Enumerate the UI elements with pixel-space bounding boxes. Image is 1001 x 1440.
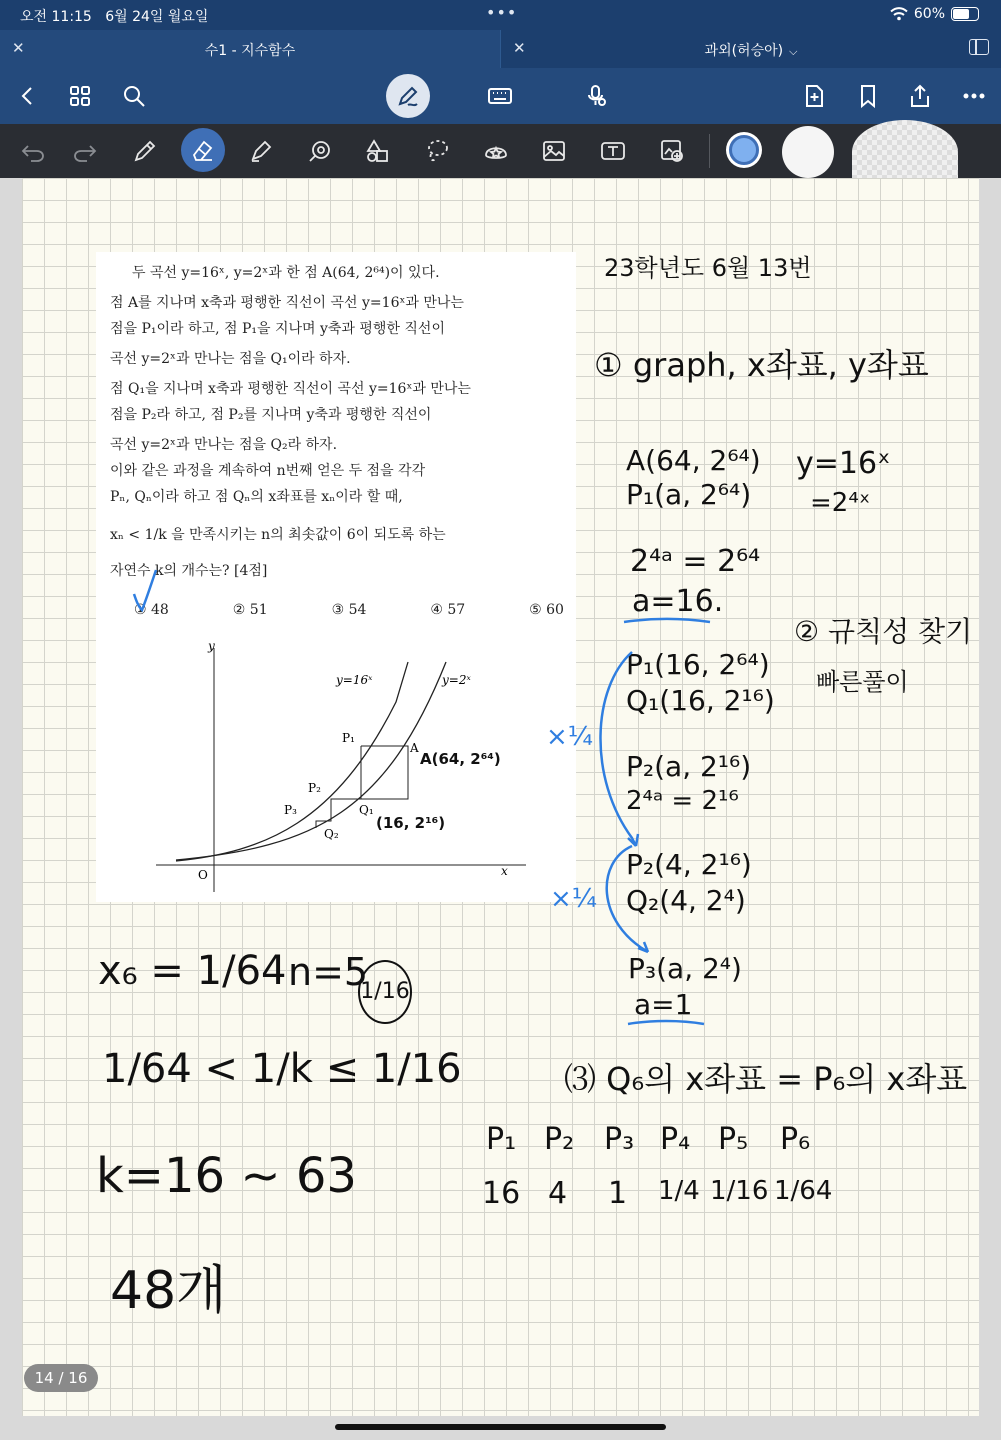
chevron-down-icon: ⌵ — [789, 45, 798, 58]
problem-line: 점을 P₂라 하고, 점 P₂를 지나며 y축과 평행한 직선이 — [110, 407, 432, 423]
handwritten-q1-coords: (16, 2¹⁶) — [376, 814, 446, 832]
wifi-icon — [890, 7, 908, 21]
underline-stroke — [626, 1018, 706, 1030]
stroke-width-swatch[interactable] — [782, 126, 834, 178]
shapes-icon[interactable] — [303, 134, 337, 168]
text-icon[interactable] — [596, 134, 630, 168]
arrow-stroke — [592, 842, 662, 962]
tab-document-1[interactable] — [0, 30, 500, 68]
table-value: 16 — [482, 1176, 521, 1211]
graph-origin-label: O — [198, 868, 208, 882]
graph-point-label: Q₁ — [359, 803, 374, 817]
x6-equation: x₆ = 1/64 — [98, 948, 287, 994]
table-value: 4 — [548, 1176, 568, 1211]
inequality: 1/64 < 1/k ≤ 1/16 — [102, 1046, 462, 1092]
graph-y-label: y — [208, 642, 215, 653]
multitask-dots[interactable]: ••• — [486, 3, 518, 22]
step2-heading: ② 규칙성 찾기 — [794, 615, 973, 648]
handwritten-a-coords: A(64, 2⁶⁴) — [420, 750, 501, 768]
battery-icon — [951, 7, 979, 21]
step1-heading: ① graph, x좌표, y좌표 — [594, 346, 929, 384]
problem-line: 점 A를 지나며 x축과 평행한 직선이 곡선 y=16ˣ과 만나는 — [110, 295, 464, 311]
choice-1: ① 48 — [134, 602, 169, 618]
table-value: 1/64 — [774, 1176, 833, 1206]
redo-icon[interactable] — [68, 134, 102, 168]
problem-line: 곡선 y=2ˣ과 만나는 점을 Q₂라 하자. — [110, 437, 338, 453]
equation-y16: y=16ˣ — [796, 446, 891, 481]
arrow-stroke — [592, 648, 662, 858]
status-bar — [0, 0, 1001, 30]
toolbar-separator — [709, 134, 710, 168]
graph-point-label: P₃ — [284, 803, 297, 817]
battery-percent: 60% — [913, 6, 945, 22]
navigation-bar — [0, 68, 1001, 124]
search-icon[interactable] — [116, 78, 152, 114]
graph-curve1-label: y=16ˣ — [336, 673, 373, 687]
n5-value: 1/16 — [358, 960, 412, 1024]
graph-x-label: x — [501, 864, 508, 878]
table-head: P₃ — [604, 1122, 635, 1157]
choice-5: ⑤ 60 — [529, 602, 564, 618]
graph-point-label: Q₂ — [324, 827, 339, 841]
page-counter[interactable]: 14 / 16 — [24, 1364, 98, 1392]
tab-bar — [0, 30, 1001, 68]
choice-4: ④ 57 — [430, 602, 466, 618]
final-answer: 48개 — [110, 1261, 227, 1321]
problem-line: 이와 같은 과정을 계속하여 n번째 얻은 두 점을 각각 — [110, 463, 426, 479]
point-q1: Q₁(16, 2¹⁶) — [626, 684, 775, 717]
equation-y16b: =2⁴ˣ — [810, 488, 871, 518]
table-head: P₄ — [660, 1122, 691, 1157]
tool-bar — [0, 124, 1001, 178]
table-value: 1/16 — [710, 1176, 769, 1206]
choice-3: ③ 54 — [331, 602, 367, 618]
answer-choices — [134, 602, 564, 618]
equation-2: 2⁴ᵃ = 2¹⁶ — [626, 786, 739, 816]
problem-line: 점을 P₁이라 하고, 점 P₁을 지나며 y축과 평행한 직선이 — [110, 321, 445, 337]
highlighter-width-swatch[interactable] — [852, 120, 958, 184]
problem-line: 자연수 k의 개수는? [4점] — [110, 563, 268, 579]
table-head: P₂ — [544, 1122, 575, 1157]
graph-point-label: P₁ — [342, 731, 355, 745]
share-icon[interactable] — [902, 78, 938, 114]
elements-icon[interactable] — [361, 134, 395, 168]
solution-a1: a=1 — [634, 988, 693, 1021]
close-tab-icon[interactable]: ✕ — [513, 39, 526, 57]
point-p1b: P₁(16, 2⁶⁴) — [626, 648, 770, 681]
table-value: 1 — [608, 1176, 628, 1211]
graph-point-label: A — [410, 741, 419, 755]
problem-title: 23학년도 6월 13번 — [604, 254, 812, 282]
q6-statement: ⑶ Q₆의 x좌표 = P₆의 x좌표 — [564, 1060, 968, 1098]
eraser-icon[interactable] — [186, 133, 220, 167]
tab-document-2[interactable] — [500, 30, 1001, 68]
checkmark-icon — [130, 568, 164, 614]
graph-curve2-label: y=2ˣ — [442, 673, 471, 687]
step2-subheading: 빠른풀이 — [816, 668, 909, 696]
pen-mode-icon[interactable] — [386, 74, 430, 118]
table-value: 1/4 — [658, 1176, 700, 1206]
point-a: A(64, 2⁶⁴) — [626, 444, 761, 477]
add-page-icon[interactable] — [796, 78, 832, 114]
more-icon[interactable] — [956, 78, 992, 114]
n5-label: n=5 — [288, 950, 369, 994]
sticker-icon[interactable] — [479, 134, 513, 168]
status-time: 오전 11:15 6월 24일 월요일 — [20, 9, 209, 25]
camera-icon[interactable] — [655, 134, 689, 168]
keyboard-icon[interactable] — [482, 78, 518, 114]
pen-icon[interactable] — [128, 134, 162, 168]
problem-image — [96, 252, 576, 902]
back-icon[interactable] — [10, 78, 46, 114]
undo-icon[interactable] — [16, 134, 50, 168]
sidebar-toggle-icon[interactable] — [969, 39, 989, 55]
color-swatch-selected[interactable] — [726, 132, 762, 168]
problem-line: 두 곡선 y=16ˣ, y=2ˣ과 한 점 A(64, 2⁶⁴)이 있다. — [132, 265, 440, 281]
underline-stroke — [622, 616, 712, 628]
point-p2a: P₂(a, 2¹⁶) — [626, 750, 752, 783]
point-q2: Q₂(4, 2⁴) — [626, 884, 746, 917]
status-right — [890, 6, 979, 22]
highlighter-icon[interactable] — [244, 134, 278, 168]
tab-label: 과외(허승아) ⌵ — [704, 43, 798, 59]
problem-line: xₙ < 1/k 을 만족시키는 n의 최솟값이 6이 되도록 하는 — [110, 527, 446, 543]
point-p2b: P₂(4, 2¹⁶) — [626, 848, 752, 881]
table-head: P₁ — [486, 1122, 517, 1157]
problem-graph — [146, 642, 536, 902]
bookmark-icon[interactable] — [850, 78, 886, 114]
choice-2: ② 51 — [232, 602, 268, 618]
times-quarter-2: ×¼ — [550, 884, 597, 914]
graph-point-label: P₂ — [308, 781, 321, 795]
image-icon[interactable] — [537, 134, 571, 168]
times-quarter-1: ×¼ — [546, 722, 593, 752]
lasso-icon[interactable] — [420, 134, 454, 168]
table-head: P₆ — [780, 1122, 811, 1157]
point-p3: P₃(a, 2⁴) — [628, 952, 742, 985]
problem-line: 곡선 y=2ˣ과 만나는 점을 Q₁이라 하자. — [110, 351, 351, 367]
problem-line: 점 Q₁을 지나며 x축과 평행한 직선이 곡선 y=16ˣ과 만나는 — [110, 381, 471, 397]
table-head: P₅ — [718, 1122, 749, 1157]
tab-label: 수1 - 지수함수 — [204, 43, 296, 59]
microphone-icon[interactable] — [578, 78, 614, 114]
close-tab-icon[interactable]: ✕ — [12, 39, 25, 57]
problem-line: Pₙ, Qₙ이라 하고 점 Qₙ의 x좌표를 xₙ이라 할 때, — [110, 489, 403, 505]
grid-icon[interactable] — [62, 78, 98, 114]
k-range: k=16 ~ 63 — [96, 1148, 357, 1204]
solution-a16: a=16. — [632, 584, 724, 619]
notebook-page[interactable] — [22, 178, 979, 1416]
home-indicator[interactable] — [335, 1424, 666, 1430]
point-p1: P₁(a, 2⁶⁴) — [626, 478, 752, 511]
equation-1: 2⁴ᵃ = 2⁶⁴ — [630, 544, 761, 579]
